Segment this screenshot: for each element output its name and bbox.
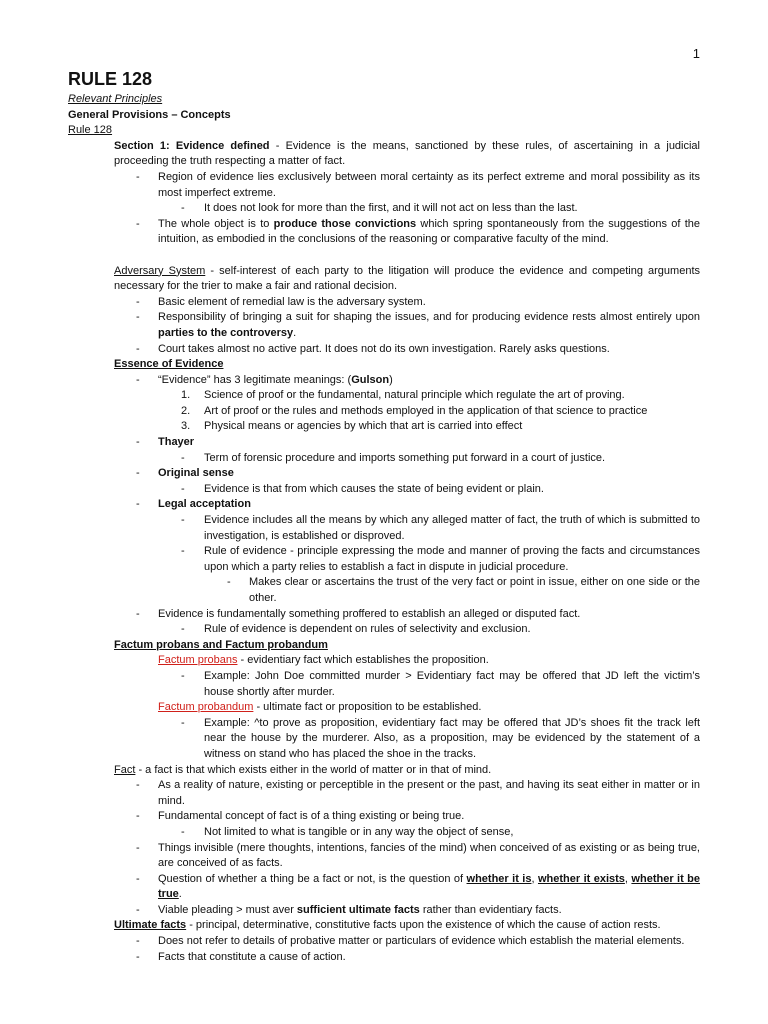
bullet (68, 435, 700, 451)
bullet-text: Basic element of remedial law is the adversary system. (158, 295, 426, 308)
dash-marker: - (181, 514, 185, 527)
bullet (68, 809, 700, 825)
bullet-text: Rule of evidence - principle expressing the mode and manner of proving the facts and circumstances upon which a party relies to establish a fact in dispute in judicial procedure. (204, 545, 700, 573)
bullet-text: Evidence is that from which causes the state of being evident or plain. (204, 482, 544, 495)
subheading-general-provisions: General Provisions – Concepts (68, 108, 231, 121)
bullet-text: Makes clear or ascertains the trust of the very fact or point in issue, either on one side or the other. (249, 576, 700, 604)
bullet-bold: sufficient ultimate facts (296, 903, 420, 916)
section-1-paragraph (68, 139, 700, 170)
bullet-text: It does not look for more than the first, and it will not act on less than the last. (204, 202, 578, 215)
fact-heading: Fact (114, 763, 136, 776)
dash-marker: - (136, 436, 140, 449)
bullet-text: Does not refer to details of probative matter or particulars of evidence which establish the material elements. (158, 935, 685, 948)
bullet-text: Fundamental concept of fact is of a thing existing or being true. (158, 810, 465, 823)
adversary-paragraph (68, 264, 700, 295)
number-marker: 3. (181, 420, 191, 433)
sub-bullet (68, 451, 700, 467)
bullet (68, 841, 700, 872)
bullet-text: Not limited to what is tangible or in any way the object of sense, (204, 825, 514, 838)
dash-marker: - (136, 295, 140, 308)
bullet-text: Evidence is fundamentally something proffered to establish an alleged or disputed fact. (158, 607, 581, 620)
factum-probandum-line (68, 700, 700, 716)
bullet-text: ) (389, 373, 393, 386)
sub-bullet (68, 482, 700, 498)
page-title: RULE 128 (68, 69, 153, 89)
bullet (68, 295, 700, 311)
sub-sub-bullet (68, 575, 700, 606)
bullet-bold: Legal acceptation (158, 498, 251, 511)
bullet (68, 903, 700, 919)
adversary-text: - self-interest of each party to the litigation will produce the evidence and competing arguments necessary for the trier to make a fair and rational decision. (114, 264, 701, 293)
dash-marker: - (136, 342, 140, 355)
essence-heading: Essence of Evidence (114, 358, 224, 371)
bullet (68, 373, 700, 389)
bullet-text: As a reality of nature, existing or perceptible in the present or the past, and having its seat either in matter or in mind. (158, 779, 700, 807)
bullet-text: Responsibility of bringing a suit for shaping the issues, and for producing evidence rests almost entirely upon (158, 311, 700, 324)
bullet-text: rather than evidentiary facts. (419, 903, 562, 916)
dash-marker: - (181, 202, 185, 215)
sub-bullet (68, 669, 700, 700)
bullet-text: Things invisible (mere thoughts, intentions, fancies of the mind) when conceived of as existing or as being true, are conceived of as facts. (158, 841, 700, 870)
bullet-text: which spring spontaneously from the suggestions of the intuition, as embodied in the conclusions of the reasoning or comparative faculty of the mind. (158, 217, 701, 246)
ultimate-facts-paragraph (68, 918, 700, 934)
bullet (68, 497, 700, 513)
numbered-item (68, 419, 700, 435)
page-number: 1 (692, 46, 700, 61)
bullet-text: Viable pleading > must aver (158, 903, 297, 916)
sub-bullet (68, 201, 700, 217)
bullet-bold: produce those convictions (273, 217, 417, 230)
sub-bullet (68, 825, 700, 841)
number-marker: 1. (181, 389, 191, 402)
bullet-bold: Thayer (158, 436, 195, 449)
dash-marker: - (136, 373, 140, 386)
dash-marker: - (136, 607, 140, 620)
dash-marker: - (181, 545, 185, 558)
bullet-text: Rule of evidence is dependent on rules of selectivity and exclusion. (204, 623, 531, 636)
dash-marker: - (136, 935, 140, 948)
bullet-text: Term of forensic procedure and imports something put forward in a court of justice. (204, 451, 606, 464)
dash-marker: - (181, 482, 185, 495)
bullet-text: . (178, 888, 182, 901)
bullet (68, 778, 700, 809)
dash-marker: - (136, 217, 140, 230)
dash-marker: - (136, 311, 140, 324)
dash-marker: - (136, 467, 140, 480)
subheading-relevant-principles: Relevant Principles (68, 93, 163, 105)
bullet (68, 607, 700, 623)
bullet (68, 310, 700, 341)
bullet (68, 950, 700, 966)
numbered-item (68, 404, 700, 420)
bullet-text: Example: ^to prove as proposition, evidentiary fact may be offered that JD’s shoes fit the track left near the house by the murderer. Also, as a proposition, may be evidenced by the statement of a witness on stand who has placed the shoe in the tracks. (204, 716, 700, 760)
bullet-text: The whole object is to (158, 217, 274, 230)
ultimate-facts-heading: Ultimate facts (114, 919, 187, 932)
dash-marker: - (136, 872, 140, 885)
bullet-bold: whether it exists (537, 872, 625, 885)
document-body (68, 68, 700, 965)
section-1-text: - Evidence is the means, sanctioned by these rules, of ascertaining in a judicial proceeding the truth respecting a matter of fact. (114, 139, 700, 168)
dash-marker: - (227, 576, 231, 589)
factum-probandum-text: - ultimate fact or proposition to be established. (253, 701, 482, 714)
dash-marker: - (136, 841, 140, 854)
bullet (68, 934, 700, 950)
dash-marker: - (181, 669, 185, 682)
bullet (68, 217, 700, 248)
sub-bullet (68, 544, 700, 575)
dash-marker: - (136, 950, 140, 963)
fact-paragraph (68, 763, 700, 779)
bullet-text: , (624, 872, 632, 885)
bullet-text: Court takes almost no active part. It does not do its own investigation. Rarely asks questions. (158, 342, 610, 355)
factum-probans-text: - evidentiary fact which establishes the proposition. (237, 654, 489, 667)
numbered-text: Art of proof or the rules and methods employed in the application of that science to practice (204, 404, 648, 417)
dash-marker: - (136, 170, 140, 183)
sub-bullet (68, 513, 700, 544)
bullet-text: “Evidence” has 3 legitimate meanings: ( (158, 373, 352, 386)
bullet-text: . (293, 326, 297, 339)
ultimate-facts-text: - principal, determinative, constitutive facts upon the existence of which the cause of action rests. (186, 919, 661, 932)
sub-bullet (68, 716, 700, 763)
bullet-bold: whether it be true (158, 872, 701, 901)
bullet-bold: whether it is (466, 872, 532, 885)
dash-marker: - (136, 903, 140, 916)
dash-marker: - (181, 716, 185, 729)
sub-bullet (68, 622, 700, 638)
numbered-text: Physical means or agencies by which that art is carried into effect (204, 420, 523, 433)
adversary-heading: Adversary System (114, 264, 206, 277)
bullet-text: Question of whether a thing be a fact or not, is the question of (158, 872, 467, 885)
bullet-bold: Original sense (158, 467, 234, 480)
numbered-item (68, 388, 700, 404)
bullet (68, 466, 700, 482)
bullet (68, 872, 700, 903)
bullet-bold: parties to the controversy (158, 326, 294, 339)
dash-marker: - (136, 779, 140, 792)
dash-marker: - (136, 810, 140, 823)
factum-heading: Factum probans and Factum probandum (114, 638, 328, 651)
factum-probans-term: Factum probans (158, 654, 238, 667)
fact-text: - a fact is that which exists either in the world of matter or in that of mind. (135, 763, 492, 776)
dash-marker: - (181, 451, 185, 464)
dash-marker: - (181, 825, 185, 838)
number-marker: 2. (181, 404, 191, 417)
bullet-bold: Gulson (351, 373, 390, 386)
dash-marker: - (181, 623, 185, 636)
numbered-text: Science of proof or the fundamental, natural principle which regulate the art of proving. (204, 389, 625, 402)
factum-probandum-term: Factum probandum (158, 701, 254, 714)
bullet-text: Evidence includes all the means by which any alleged matter of fact, the truth of which is submitted to investigation, is established or disproved. (204, 514, 700, 542)
factum-probans-line (68, 653, 700, 669)
bullet (68, 170, 700, 201)
bullet (68, 342, 700, 358)
section-1-heading: Section 1: Evidence defined (114, 139, 270, 152)
bullet-text: Facts that constitute a cause of action. (158, 950, 346, 963)
bullet-text: Example: John Doe committed murder > Evidentiary fact may be offered that JD left the victim’s house shortly after murder. (204, 669, 700, 698)
subheading-rule-128: Rule 128 (68, 124, 113, 137)
dash-marker: - (136, 498, 140, 511)
bullet-text: , (531, 872, 538, 885)
bullet-text: Region of evidence lies exclusively between moral certainty as its perfect extreme and moral possibility as its most imperfect extreme. (158, 170, 700, 199)
